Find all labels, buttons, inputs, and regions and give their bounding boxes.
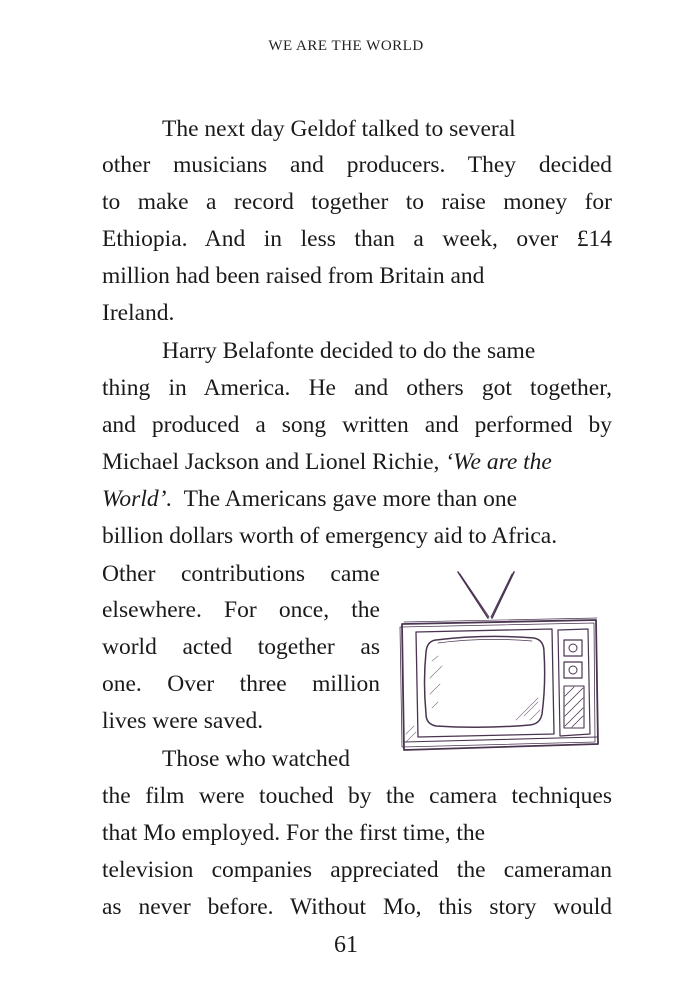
text-line: that Mo employed. For the first time, the [102, 820, 486, 846]
text-line: billion dollars worth of emergency aid to Africa. [102, 523, 558, 549]
television-icon [392, 566, 602, 752]
text-line [102, 488, 517, 512]
song-title: ‘We are the [445, 449, 552, 475]
page-number: 61 [334, 932, 358, 958]
text-line: Those who watched [162, 746, 350, 772]
text-line: Other contributions came [102, 561, 380, 587]
text-line [102, 451, 552, 475]
text-line: to make a record together to raise money for [102, 189, 612, 215]
text-line: and produced a song written and performed by [102, 412, 612, 438]
text-line: elsewhere. For once, the [102, 597, 380, 623]
song-title: World’. [102, 486, 173, 512]
text-line: the film were touched by the camera techniques [102, 783, 612, 809]
text-line: as never before. Without Mo, this story would [102, 894, 612, 920]
text-line: Ireland. [102, 300, 175, 326]
text-line: The next day Geldof talked to several [162, 116, 516, 142]
text-line: one. Over three million [102, 671, 380, 697]
text-line: Harry Belafonte decided to do the same [162, 338, 536, 364]
text-segment: The Americans gave more than one [183, 486, 518, 512]
running-head: WE ARE THE WORLD [268, 38, 424, 54]
text-line: other musicians and producers. They decided [102, 152, 612, 178]
text-line: thing in America. He and others got together, [102, 375, 612, 401]
text-line: Ethiopia. And in less than a week, over £14 [102, 226, 612, 252]
text-line: lives were saved. [102, 708, 264, 734]
text-line: television companies appreciated the cameraman [102, 857, 612, 883]
text-segment: Michael Jackson and Lionel Richie, [102, 449, 440, 475]
text-line: world acted together as [102, 634, 380, 660]
text-line: million had been raised from Britain and [102, 263, 485, 289]
